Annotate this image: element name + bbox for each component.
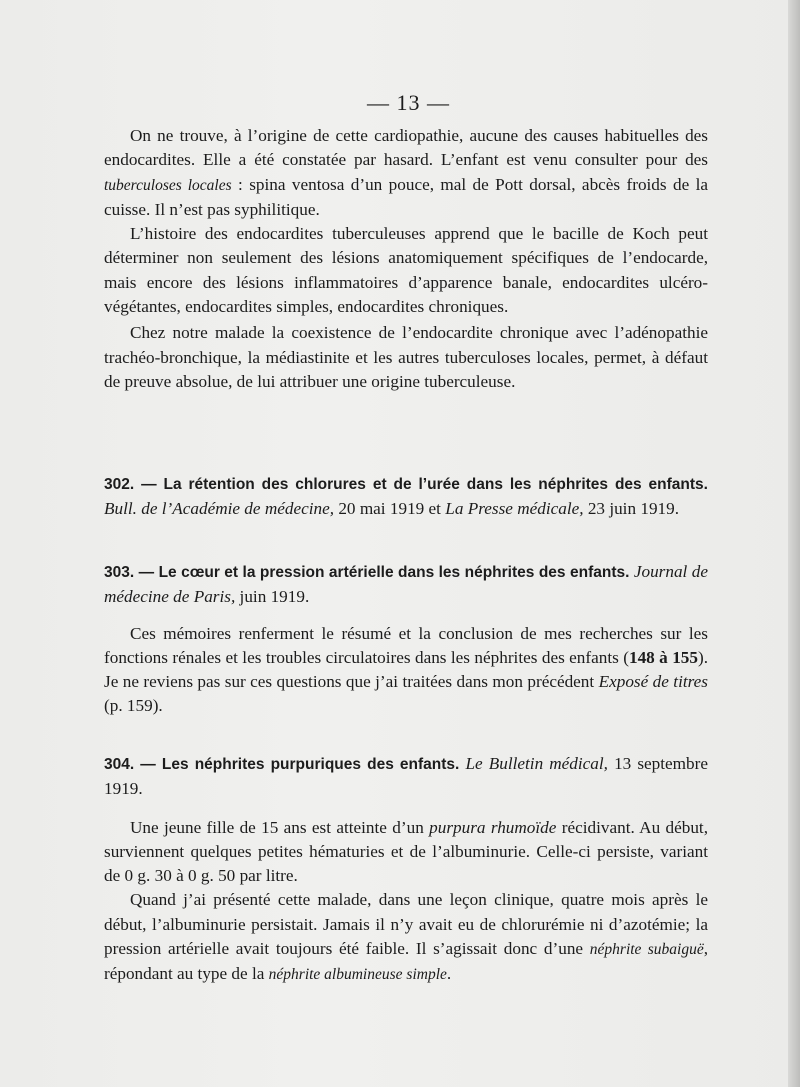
intro-paragraph-1: On ne trouve, à l’origine de cette cardiopathie, aucune des causes habituelles des endocardites. Elle a été constatée par hasard. L’enfant est venu consulter pour des tuberculoses locales : spina ventosa d’un pouce, mal de Pott dorsal, abcès froids de la cuisse. Il n’est pas syphilitique. [104,126,708,219]
memoires-paragraph: Ces mémoires renferment le résumé et la conclusion de mes recherches sur les fonctions rénales et les troubles circulatoires dans les néphrites des enfants (148 à 155). Je ne reviens pas sur ces questions que j’ai traitées dans mon précédent Exposé de titres (p. 159). [104,623,709,716]
intro-paragraph-2: L’histoire des endocardites tuberculeuses apprend que le bacille de Koch peut déterminer non seulement des lésions anatomiquement spécifiques de l’endocarde, mais encore des lésions inflammatoires d’apparence banale, endocardites ulcéro-végétantes, endocardites simples, endocardites chroniques. [104,224,708,317]
entry-303-heading: 303. — Le cœur et la pression artérielle dans les néphrites des enfants. Journal de médecine de Paris, juin 1919. [104,562,708,607]
entry-304-heading: 304. — Les néphrites purpuriques des enfants. Le Bulletin médical, 13 septembre 1919. [104,754,708,799]
entry-302-heading: 302. — La rétention des chlorures et de l’urée dans les néphrites des enfants. Bull. de l’Académie de médecine, 20 mai 1919 et La Presse médicale, 23 juin 1919. [104,476,708,519]
intro-section [104,124,708,394]
case-paragraph-1: Une jeune fille de 15 ans est atteinte d’un purpura rhumoïde récidivant. Au début, surviennent quelques petites hématuries et de l’albuminurie. Celle-ci persiste, variant de 0 g. 30 à 0 g. 50 par litre. [104,817,708,886]
case-paragraph-2: Quand j’ai présenté cette malade, dans une leçon clinique, quatre mois après le début, l’albuminurie persistait. Jamais il n’y avait eu de chlorurémie ni d’azotémie; la pression artérielle avait toujours été faible. Il s’agissait donc d’une néphrite subaiguë, répondant au type de la néphrite albumineuse simple. [104,890,708,984]
entry-302 [104,472,708,522]
entry-303 [104,560,708,719]
intro-paragraph-3: Chez notre malade la coexistence de l’endocardite chronique avec l’adénopathie trachéo-bronchique, la médiastinite et les autres tuberculoses locales, permet, à défaut de preuve absolue, de lui attribuer une origine tuberculeuse. [104,323,708,391]
entry-304 [104,752,708,988]
page-number: — 13 — [367,90,450,115]
page-edge-shadow [788,0,800,1087]
